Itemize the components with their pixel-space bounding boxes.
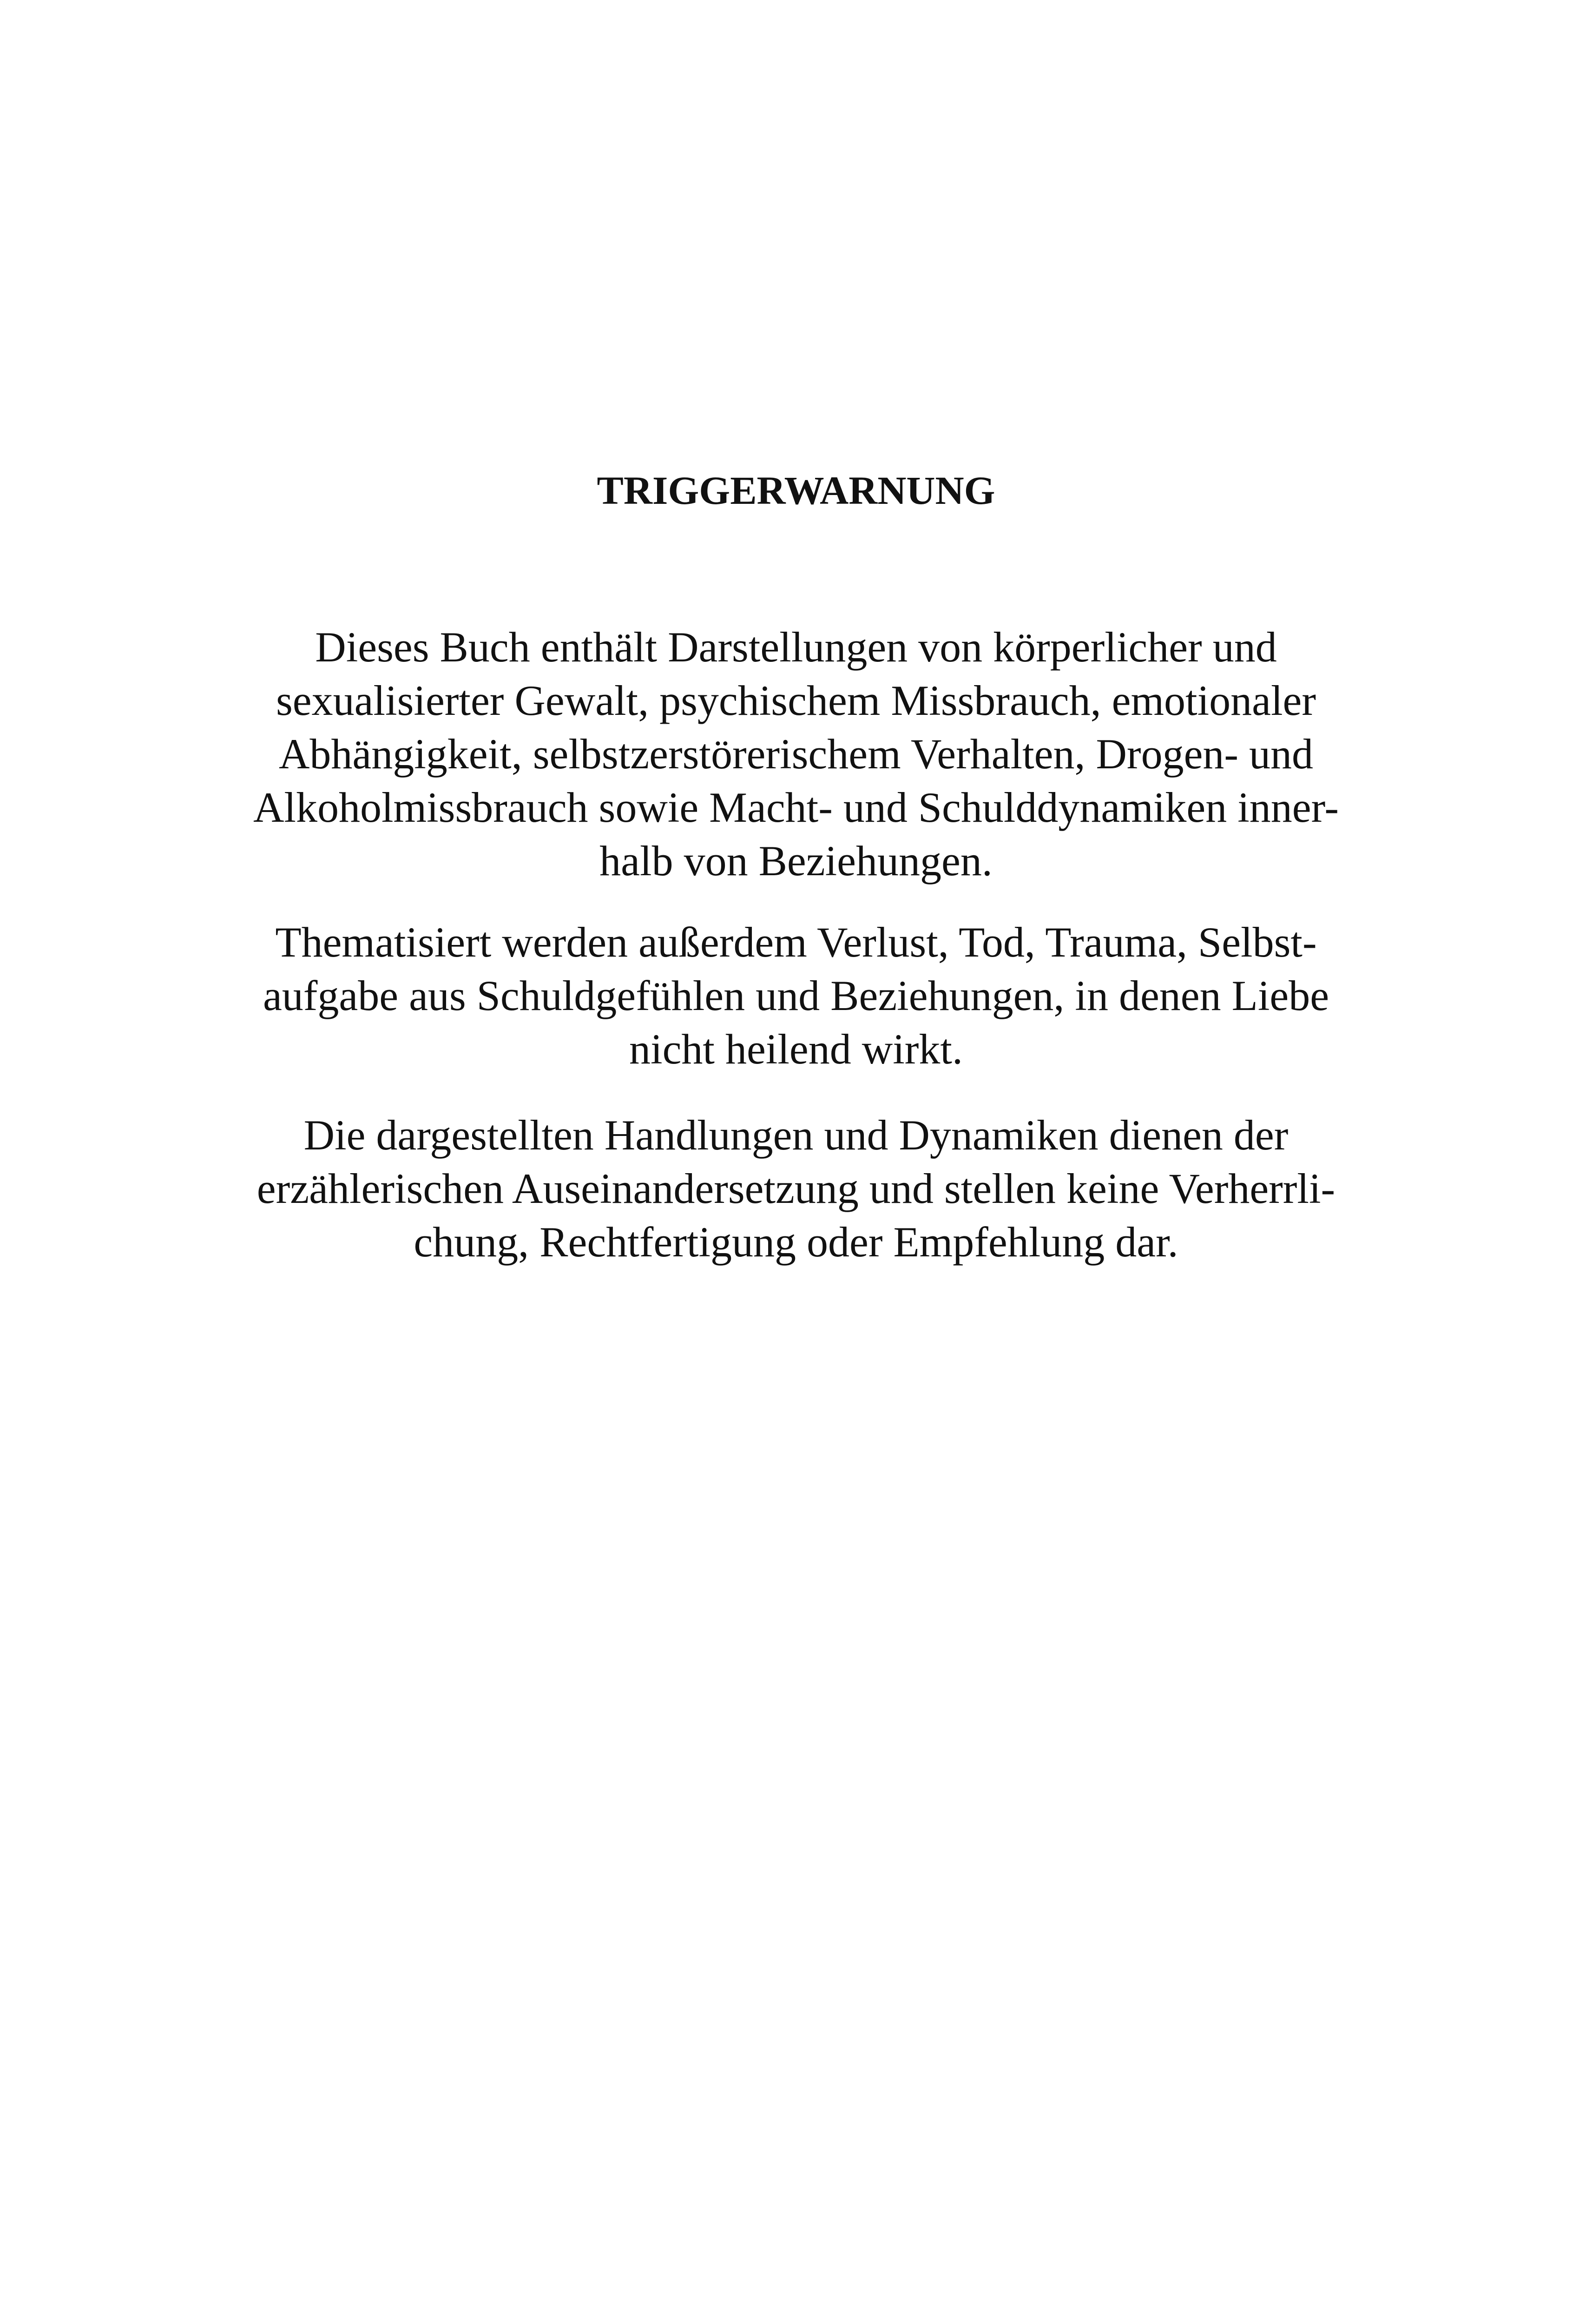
warning-paragraph-3 — [0, 1109, 1592, 1269]
text-line: Thematisiert werden außerdem Verlust, Tod, Trauma, Selbst- — [275, 918, 1317, 966]
text-line: halb von Beziehungen. — [599, 837, 993, 885]
warning-paragraph-2 — [0, 916, 1592, 1076]
text-line: aufgabe aus Schuldgefühlen und Beziehungen, in denen Liebe — [263, 972, 1329, 1019]
text-line: Alkoholmissbrauch sowie Macht- und Schulddynamiken inner- — [253, 784, 1339, 831]
warning-paragraph-1 — [0, 621, 1592, 888]
text-line: erzählerischen Auseinandersetzung und stellen keine Verherrli- — [257, 1165, 1335, 1212]
text-line: Dieses Buch enthält Darstellungen von körperlicher und — [315, 623, 1277, 671]
text-line: sexualisierter Gewalt, psychischem Missbrauch, emotionaler — [276, 677, 1316, 724]
text-line: Abhängigkeit, selbstzerstörerischem Verhalten, Drogen- und — [278, 730, 1314, 778]
text-line: nicht heilend wirkt. — [629, 1025, 963, 1073]
text-line: Die dargestellten Handlungen und Dynamiken dienen der — [303, 1111, 1289, 1159]
text-line: chung, Rechtfertigung oder Empfehlung dar. — [414, 1218, 1178, 1266]
page-title: TRIGGERWARNUNG — [597, 468, 995, 513]
